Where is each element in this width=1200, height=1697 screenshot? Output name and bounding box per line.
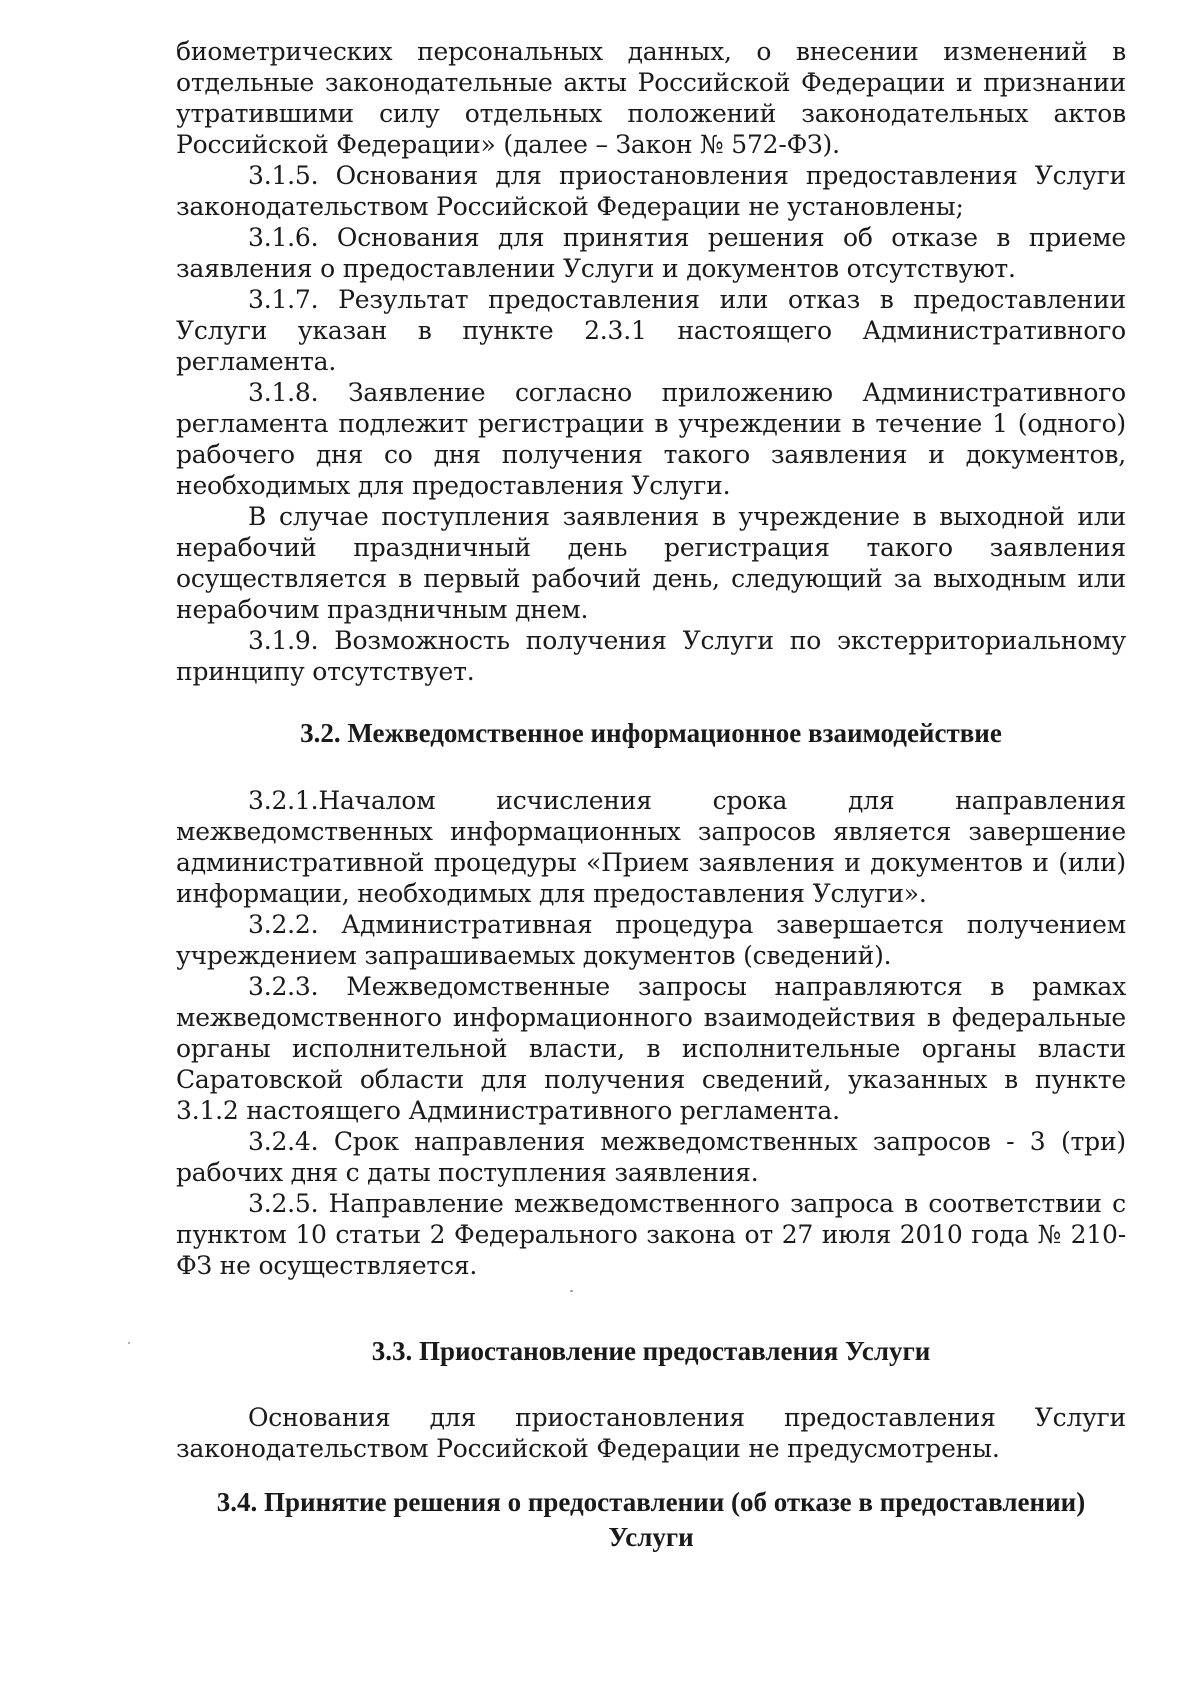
intro-paragraph: биометрических персональных данных, о внесении изменений в отдельные законодательные акты Российской Федерации и признании утратившими силу отдельных положений законодательных актов Российской Федерации» (далее – Закон № 572-ФЗ). (176, 37, 1126, 159)
heading-3-2: 3.2. Межведомственное информационное взаимодействие (300, 718, 1002, 748)
heading-3-4 (176, 1485, 1126, 1555)
paragraph-3-2-3: 3.2.3. Межведомственные запросы направляются в рамках межведомственного информационного взаимодействия в федеральные органы исполнительной власти, в исполнительные органы власти Саратовской области для получения сведений, указанных в пункте 3.1.2 настоящего Административного регламента. (176, 972, 1126, 1125)
scan-speck (570, 1290, 573, 1292)
paragraph-3-1-7: 3.1.7. Результат предоставления или отказ в предоставлении Услуги указан в пункте 2.3.1 настоящего Административного регламента. (176, 285, 1126, 376)
paragraph-3-2-4: 3.2.4. Срок направления межведомственных запросов - 3 (три) рабочих дня с даты поступления заявления. (176, 1127, 1126, 1187)
paragraph-3-3: Основания для приостановления предоставления Услуги законодательством Российской Федерации не предусмотрены. (176, 1403, 1126, 1463)
section-3-3-body (176, 1402, 1126, 1464)
paragraph-3-1-8-weekend: В случае поступления заявления в учреждение в выходной или нерабочий праздничный день регистрация такого заявления осуществляется в первый рабочий день, следующий за выходным или нерабочим праздничным днем. (176, 502, 1126, 624)
paragraph-3-1-6: 3.1.6. Основания для принятия решения об отказе в приеме заявления о предоставлении Услуги и документов отсутствуют. (176, 223, 1126, 283)
heading-3-4-line-1: 3.4. Принятие решения о предоставлении (об отказе в предоставлении) (216, 1487, 1086, 1517)
scan-speck (128, 1342, 130, 1344)
paragraph-3-2-1: 3.2.1.Началом исчисления срока для направления межведомственных информационных запросов является завершение административной процедуры «Прием заявления и документов и (или) информации, необходимых для предоставления Услуги». (176, 786, 1126, 908)
heading-3-4-line-2: Услуги (608, 1522, 694, 1552)
paragraph-3-1-8: 3.1.8. Заявление согласно приложению Административного регламента подлежит регистрации в учреждении в течение 1 (одного) рабочего дня со дня получения такого заявления и документов, необходимых для предоставления Услуги. (176, 378, 1126, 500)
heading-3-3: 3.3. Приостановление предоставления Услуги (371, 1336, 931, 1366)
paragraph-3-2-5: 3.2.5. Направление межведомственного запроса в соответствии с пунктом 10 статьи 2 Федерального закона от 27 июля 2010 года № 210-ФЗ не осуществляется. (176, 1189, 1126, 1280)
section-3-2-body (176, 785, 1126, 1281)
paragraph-3-2-2: 3.2.2. Административная процедура завершается получением учреждением запрашиваемых документов (сведений). (176, 910, 1126, 970)
section-3-1-continuation (176, 36, 1126, 687)
paragraph-3-1-5: 3.1.5. Основания для приостановления предоставления Услуги законодательством Российской Федерации не установлены; (176, 161, 1126, 221)
paragraph-3-1-9: 3.1.9. Возможность получения Услуги по экстерриториальному принципу отсутствует. (176, 626, 1126, 686)
